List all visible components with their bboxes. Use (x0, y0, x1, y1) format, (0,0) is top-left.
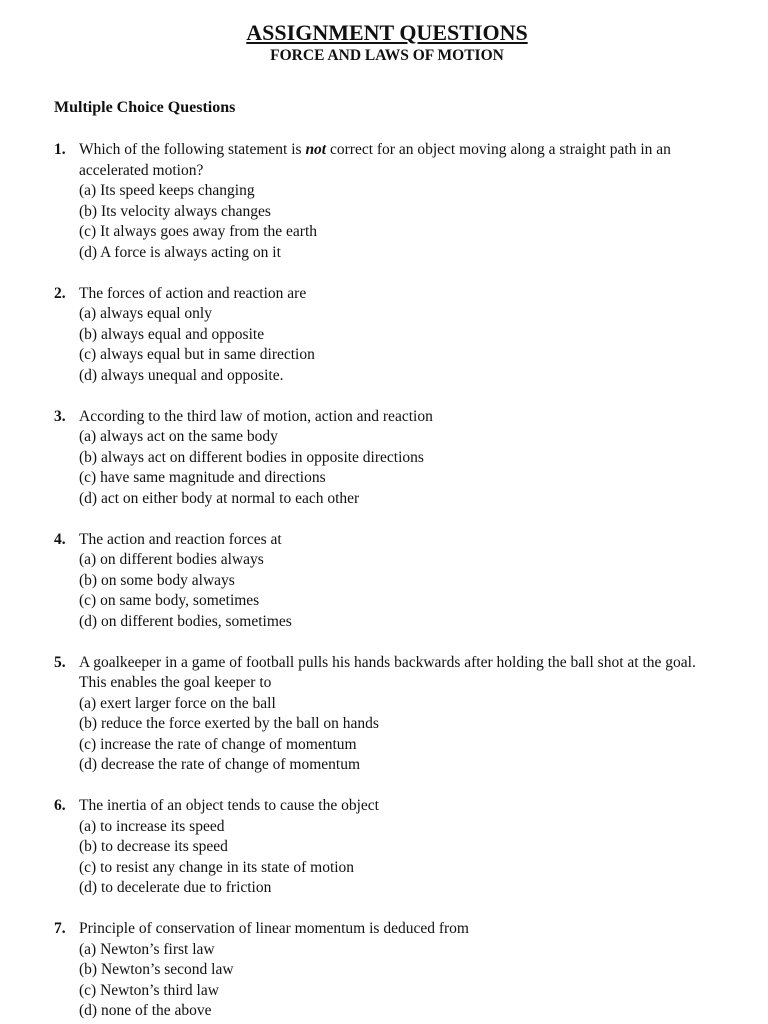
option-a: (a) exert larger force on the ball (79, 694, 276, 712)
option-c: (c) always equal but in same direction (79, 346, 315, 363)
option-d: (d) to decelerate due to friction (79, 879, 272, 896)
option-c: (c) have same magnitude and directions (79, 469, 326, 486)
question-number: 7. (54, 920, 66, 937)
option-c: (c) Newton’s third law (79, 981, 219, 999)
option-c: (c) It always goes away from the earth (79, 223, 317, 240)
question-text: Principle of conservation of linear momentum is deduced from (79, 920, 469, 937)
question-3 (54, 407, 708, 510)
option-list (54, 817, 708, 899)
question-text: The inertia of an object tends to cause the object (79, 797, 379, 814)
question-number: 1. (54, 141, 66, 158)
option-d: (d) A force is always acting on it (79, 243, 281, 261)
option-d: (d) on different bodies, sometimes (79, 612, 292, 630)
option-a: (a) on different bodies always (79, 551, 264, 568)
question-number: 4. (54, 530, 66, 548)
option-b: (b) on some body always (79, 571, 235, 589)
question-text: The forces of action and reaction are (79, 284, 307, 302)
question-number: 5. (54, 653, 66, 671)
option-list (54, 427, 708, 509)
option-d: (d) none of the above (79, 1002, 212, 1019)
question-5 (54, 653, 708, 776)
option-a: (a) Its speed keeps changing (79, 182, 255, 199)
question-4 (54, 530, 708, 633)
option-a: (a) always act on the same body (79, 428, 278, 445)
option-b: (b) Its velocity always changes (79, 202, 271, 220)
question-6 (54, 796, 708, 899)
option-list (54, 694, 708, 776)
option-c: (c) increase the rate of change of momentum (79, 735, 357, 753)
emphasis-text: not (305, 141, 327, 158)
page-title: ASSIGNMENT QUESTIONS (246, 20, 528, 45)
question-2 (54, 284, 708, 387)
option-d: (d) always unequal and opposite. (79, 366, 284, 384)
question-number: 2. (54, 284, 66, 302)
question-text: Which of the following statement is not correct for an object moving along a straight path in an accelerated motion? (79, 141, 671, 179)
page-subtitle: FORCE AND LAWS OF MOTION (270, 47, 504, 64)
option-d: (d) act on either body at normal to each other (79, 489, 360, 507)
option-list (54, 550, 708, 632)
question-text: The action and reaction forces at (79, 530, 282, 548)
option-b: (b) always equal and opposite (79, 325, 265, 343)
option-b: (b) to decrease its speed (79, 838, 228, 855)
option-a: (a) to increase its speed (79, 817, 225, 835)
option-b: (b) Newton’s second law (79, 961, 234, 978)
option-list (54, 304, 708, 386)
option-list (54, 181, 708, 263)
option-list (54, 940, 708, 1022)
question-text: According to the third law of motion, action and reaction (79, 407, 433, 425)
option-c: (c) on same body, sometimes (79, 592, 260, 609)
option-a: (a) Newton’s first law (79, 940, 215, 958)
question-text: A goalkeeper in a game of football pulls his hands backwards after holding the ball shot at the goal. This enables the goal keeper to (79, 653, 696, 691)
option-d: (d) decrease the rate of change of momentum (79, 756, 361, 773)
option-c: (c) to resist any change in its state of motion (79, 858, 355, 876)
section-heading: Multiple Choice Questions (54, 99, 236, 116)
option-b: (b) always act on different bodies in opposite directions (79, 448, 424, 466)
question-number: 3. (54, 407, 66, 425)
question-number: 6. (54, 797, 66, 814)
question-1 (54, 140, 708, 263)
question-7 (54, 919, 708, 1022)
option-b: (b) reduce the force exerted by the ball on hands (79, 715, 379, 732)
option-a: (a) always equal only (79, 305, 212, 322)
question-list (54, 140, 708, 1022)
